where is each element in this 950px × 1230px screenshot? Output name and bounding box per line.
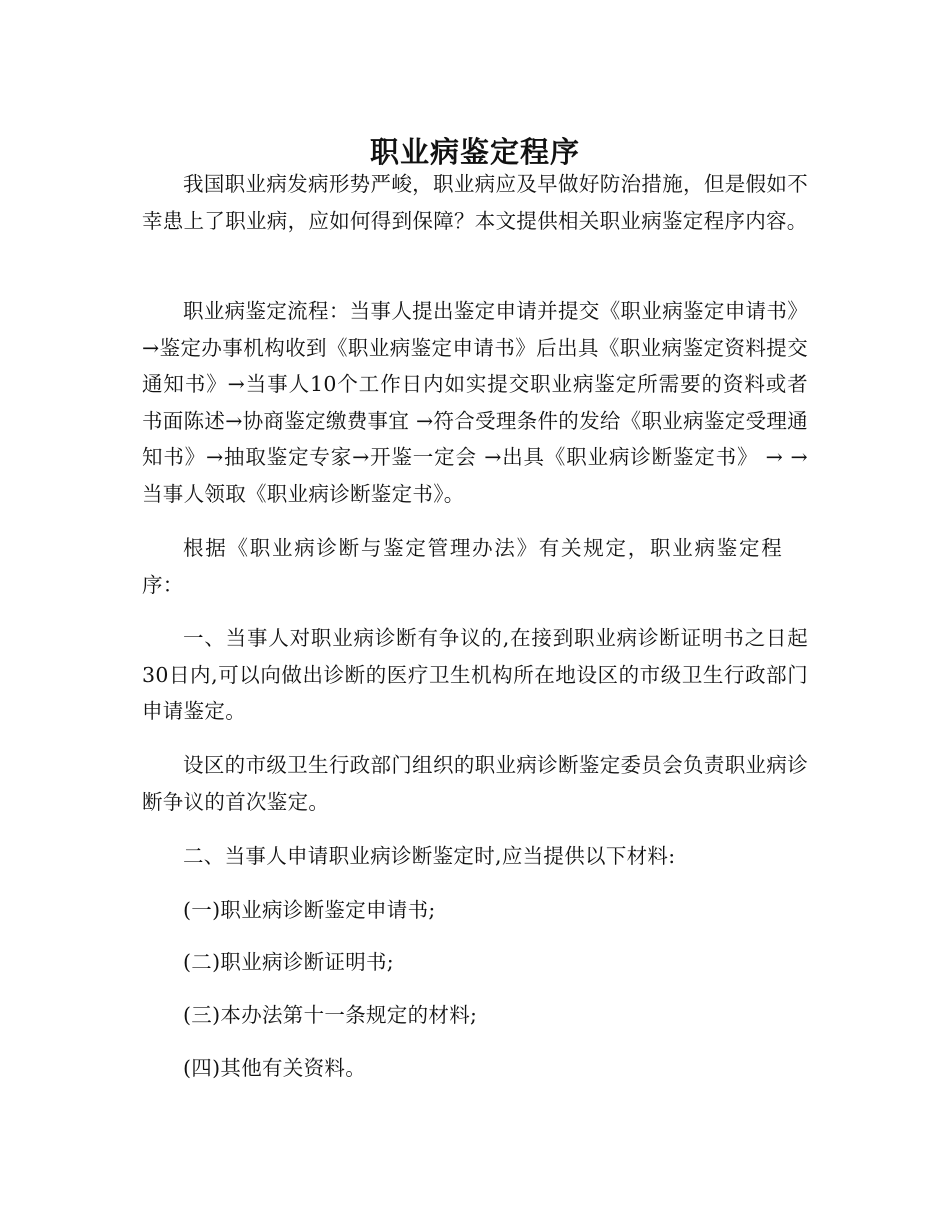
clause-two-paragraph: 二、当事人申请职业病诊断鉴定时,应当提供以下材料:: [183, 844, 676, 868]
clause-one-paragraph: 一、当事人对职业病诊断有争议的,在接到职业病诊断证明书之日起30日内,可以向做出诊断的医疗卫生机构所在地设区的市级卫生行政部门申请鉴定。: [142, 626, 808, 723]
flow-paragraph: 职业病鉴定流程：当事人提出鉴定申请并提交《职业病鉴定申请书》→鉴定办事机构收到《职业病鉴定申请书》后出具《职业病鉴定资料提交通知书》→当事人10个工作日内如实提交职业病鉴定所需要的资料或者书面陈述→协商鉴定缴费事宜 →符合受理条件的发给《职业病鉴定受理通知书》→抽取鉴定专家→开鉴一定会 →出具《职业病诊断鉴定书》 → →当事人领取《职业病诊断鉴定书》。: [142, 299, 808, 506]
committee-paragraph: 设区的市级卫生行政部门组织的职业病诊断鉴定委员会负责职业病诊断争议的首次鉴定。: [142, 753, 808, 814]
material-item: (二)职业病诊断证明书;: [183, 950, 395, 974]
intro-paragraph: 我国职业病发病形势严峻，职业病应及早做好防治措施，但是假如不幸患上了职业病，应如何得到保障？本文提供相关职业病鉴定程序内容。: [142, 172, 808, 233]
material-item: (一)职业病诊断鉴定申请书;: [183, 898, 436, 922]
regulation-paragraph: 根据《职业病诊断与鉴定管理办法》有关规定，职业病鉴定程序：: [142, 536, 782, 597]
material-item: (四)其他有关资料。: [183, 1056, 366, 1080]
material-item: (三)本办法第十一条规定的材料;: [183, 1003, 478, 1027]
page-title: 职业病鉴定程序: [369, 135, 580, 170]
